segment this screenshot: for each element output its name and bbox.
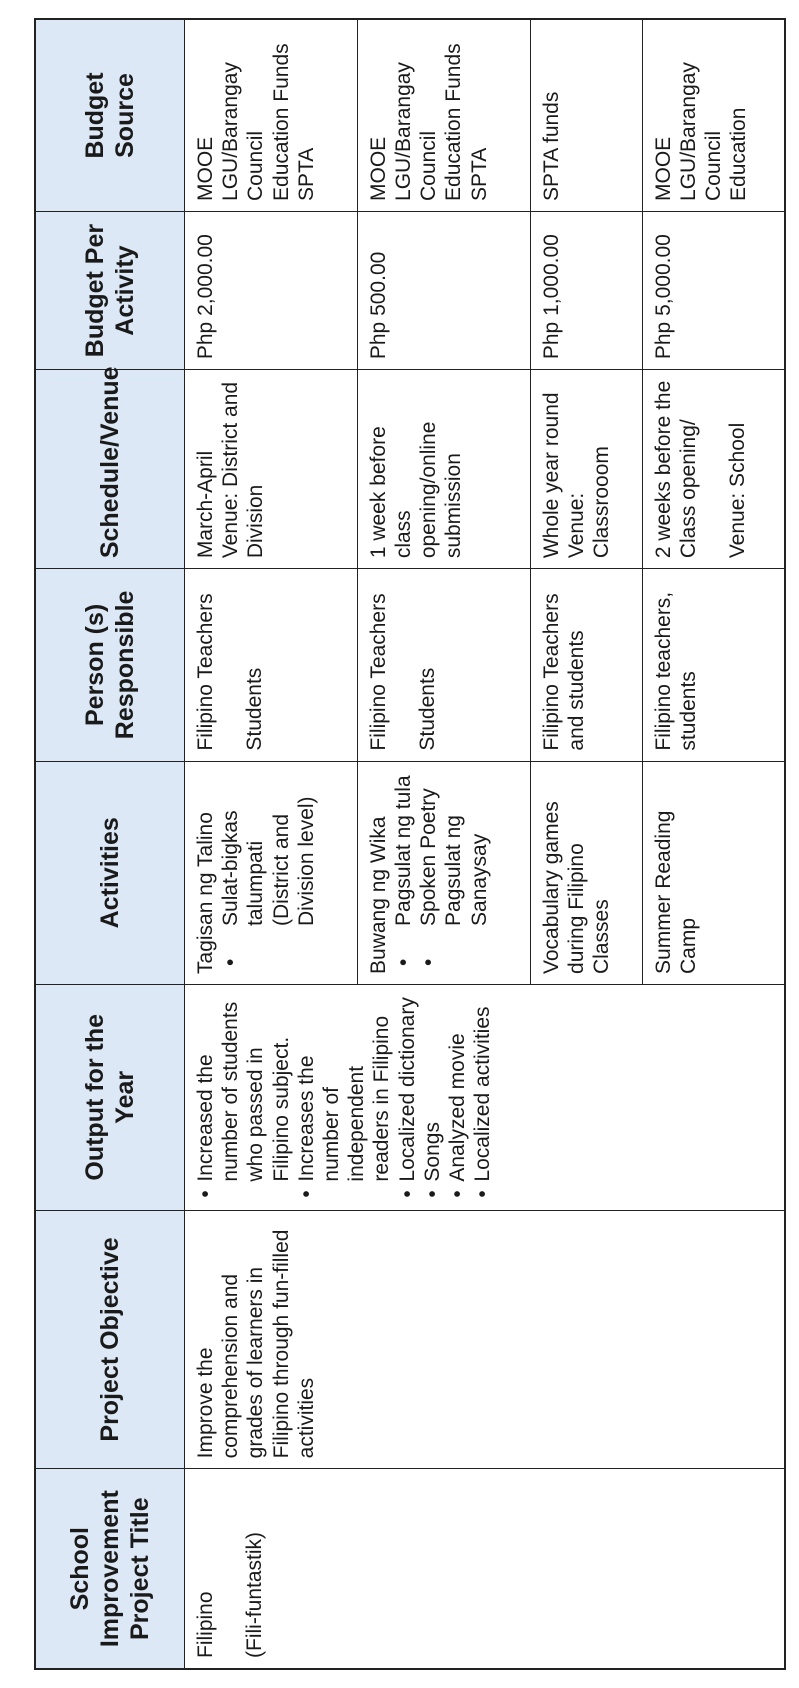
list-item: • Analyzed movie: [445, 995, 470, 1200]
budget-source-cell: [357, 19, 530, 211]
activity-list: [391, 772, 441, 974]
activity-cell: [185, 761, 358, 984]
schedule-line: March-April: [194, 450, 217, 559]
source-line: LGU/Barangay Council: [676, 62, 725, 201]
header-budget-per-activity: Budget Per Activity: [35, 211, 185, 369]
header-persons-responsible: Person (s) Responsible: [35, 569, 185, 761]
project-objective-cell: [185, 1210, 786, 1469]
list-item: • Songs: [420, 995, 445, 1200]
header-schedule-venue: Schedule/Venue: [35, 370, 185, 569]
project-title: Filipino: [194, 1591, 217, 1658]
schedule-cell: [642, 370, 785, 569]
venue-line: Venue: School: [725, 422, 749, 559]
venue-line: Venue: District and Division: [219, 381, 268, 559]
budget-source-cell: [530, 19, 642, 211]
activity-subitem: Pagsulat ng Sanaysay: [442, 815, 491, 926]
activity-cell: [530, 761, 642, 984]
budget-cell: [530, 211, 642, 369]
project-subtitle: (Fili-funtastik): [243, 1531, 267, 1658]
source-line: LGU/Barangay Council: [392, 62, 441, 201]
header-output-for-year: Output for the Year: [35, 984, 185, 1210]
responsible-line: Students: [243, 667, 267, 751]
budget-value: Php 5,000.00: [651, 234, 675, 360]
source-line: SPTA funds: [539, 91, 563, 201]
project-objective: Improve the comprehension and grades of learners in Filipino through fun-filled activities: [194, 1229, 318, 1459]
project-title-cell: [185, 1469, 786, 1669]
responsible-cell: [530, 569, 642, 761]
venue-line: Venue: Classrooom: [564, 446, 613, 559]
responsible-line: Filipino Teachers: [194, 593, 217, 751]
source-line: MOOE: [366, 136, 390, 201]
responsible-cell: [642, 569, 785, 761]
responsible-line: Students: [416, 667, 439, 751]
output-list: [193, 995, 495, 1200]
schedule-cell: [530, 370, 642, 569]
source-line: Education: [727, 107, 751, 201]
header-budget-source: Budget Source: [35, 19, 185, 211]
school-improvement-plan-table: [34, 18, 786, 1670]
responsible-line: Filipino Teachers and students: [539, 593, 588, 751]
budget-source-cell: [185, 19, 358, 211]
list-item: • Sulat-bigkas talumpati (District and Division level): [218, 772, 319, 974]
header-project-objective: Project Objective: [35, 1210, 185, 1469]
activity-cell: [642, 761, 785, 984]
budget-cell: [357, 211, 530, 369]
schedule-cell: [357, 370, 530, 569]
budget-cell: [642, 211, 785, 369]
list-item: • Increased the number of students who passed in Filipino subject.: [193, 995, 294, 1200]
schedule-line: 2 weeks before the Class opening/: [651, 380, 700, 559]
budget-value: Php 2,000.00: [194, 234, 217, 360]
header-project-title: School Improvement Project Title: [35, 1469, 185, 1669]
schedule-cell: [185, 370, 358, 569]
list-item: • Localized activities: [470, 995, 495, 1200]
responsible-line: Filipino teachers, students: [651, 591, 700, 751]
activity-title: Buwang ng Wika: [366, 816, 390, 974]
activity-title: Summer Reading Camp: [651, 810, 700, 974]
source-line: MOOE: [651, 136, 675, 201]
source-line: MOOE: [194, 136, 217, 201]
budget-cell: [185, 211, 358, 369]
activity-title: Tagisan ng Talino: [194, 812, 217, 974]
responsible-line: Filipino Teachers: [366, 593, 390, 751]
activity-list: [218, 772, 319, 974]
list-item: • Pagsulat ng tula: [391, 772, 416, 974]
schedule-line: 1 week before class opening/online submission: [366, 421, 466, 559]
responsible-cell: [185, 569, 358, 761]
responsible-cell: [357, 569, 530, 761]
activity-cell: [357, 761, 530, 984]
header-activities: Activities: [35, 761, 185, 984]
budget-source-cell: [642, 19, 785, 211]
list-item: • Spoken Poetry: [416, 772, 441, 974]
budget-value: Php 1,000.00: [539, 234, 563, 360]
list-item: • Increases the number of independent readers in Filipino: [294, 995, 395, 1200]
header-row: [35, 19, 185, 1669]
budget-value: Php 500.00: [366, 251, 390, 360]
schedule-line: Whole year round: [539, 392, 563, 559]
list-item: • Localized dictionary: [395, 995, 420, 1200]
source-line: LGU/Barangay Council: [219, 62, 268, 201]
source-line: SPTA: [294, 147, 318, 201]
table-row: [185, 19, 358, 1669]
activity-title: Vocabulary games during Filipino Classes: [539, 801, 613, 974]
output-cell: [185, 984, 786, 1210]
source-line: Education Funds: [442, 43, 466, 201]
source-line: Education Funds: [269, 43, 293, 201]
source-line: SPTA: [467, 147, 491, 201]
